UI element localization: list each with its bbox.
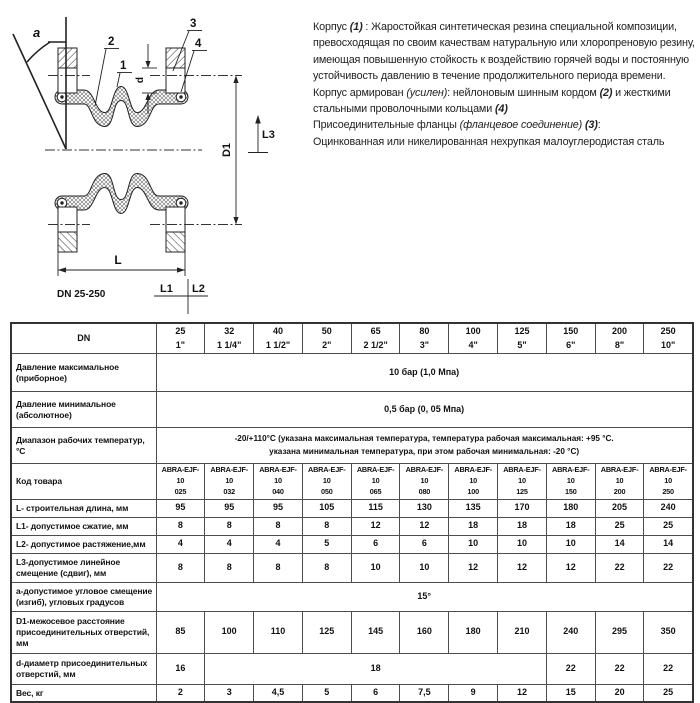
description-segment: Корпус армирован [313,86,407,99]
part3-label: 3 [190,18,197,30]
value-cell: ABRA-EJF-10 032 [205,464,254,500]
value-cell: 18 [205,653,547,684]
dn-header-cell: 250 10" [644,323,693,354]
description-segment: и жесткими стальными проволочными кольцами [313,86,671,116]
value-cell: 15° [156,582,693,611]
value-cell: 8 [156,553,205,582]
table-row [11,392,693,428]
value-cell: 295 [595,611,644,653]
value-cell: 10 [498,535,547,553]
value-cell: ABRA-EJF-10 200 [595,464,644,500]
value-cell: 110 [254,611,303,653]
table-row [11,653,693,684]
value-cell: 85 [156,611,205,653]
value-cell: 8 [205,553,254,582]
l-label: L [114,253,122,267]
row-label-cell: Вес, кг [11,684,156,702]
row-label-cell: Код товара [11,464,156,500]
value-cell: 10 [400,553,449,582]
description-segment: (4) [494,103,508,116]
dn-header-cell: 150 6" [546,323,595,354]
spec-table [10,322,694,703]
value-cell: 100 [205,611,254,653]
table-row [11,553,693,582]
description-segment: Корпус [313,21,350,33]
l-arrow-left [58,267,66,272]
description-segment: : Жаростойкая синтетическая резина специальной композиции, превосходящая по своим качествам натуральную или хлоропреновую резину, имеющая повышенную стойкость к воздействию горячей воды и постоянную устойчивость давлению в течение продолжительного периода времени. [313,21,695,83]
row-label-cell: L1- допустимое сжатие, мм [11,517,156,535]
row-label-cell: Диапазон рабочих температур, °С [11,428,156,464]
value-cell: 18 [498,517,547,535]
value-cell: 14 [595,535,644,553]
value-cell: 22 [595,553,644,582]
dn-corner-cell: DN [11,323,156,354]
table-row [11,611,693,653]
value-cell: ABRA-EJF-10 025 [156,464,205,500]
dn-header-cell: 100 4" [449,323,498,354]
value-cell: ABRA-EJF-10 065 [351,464,400,500]
value-cell: 10 [449,535,498,553]
description-segment: Присоединительные фланцы [313,119,460,132]
value-cell: 8 [254,517,303,535]
value-cell: 22 [595,653,644,684]
description-segment: : [597,119,601,132]
value-cell: 8 [302,553,351,582]
spec-table-container [10,322,694,703]
flange-left-hatch [58,48,77,68]
description-segment: : нейлоновым шинным кордом [447,86,600,99]
d1-dim-label: D1 [221,142,233,158]
value-cell: 135 [449,499,498,517]
flange-left-bolt-hole [58,68,77,93]
row-label-cell: L3-допустимое линейное смещение (сдвиг), мм [11,553,156,582]
table-row [11,428,693,464]
value-cell: 115 [351,499,400,517]
value-cell: 130 [400,499,449,517]
value-cell: 9 [449,684,498,702]
description-segment: (фланцевое соединение) [459,119,583,132]
value-cell: 12 [351,517,400,535]
description-segment: Оцинкованная или никелированная нехрупкая малоуглеродистая сталь [313,135,665,148]
l-arrow-right [177,267,185,272]
value-cell: 125 [302,611,351,653]
l1-label: L1 [160,283,173,295]
dn-range-label: DN 25-250 [57,289,106,300]
value-cell: 14 [644,535,693,553]
row-label-cell: L2- допустимое растяжение,мм [11,535,156,553]
dn-header-cell: 65 2 1/2" [351,323,400,354]
value-cell: ABRA-EJF-10 250 [644,464,693,500]
part1-leader [117,73,120,87]
value-cell: 180 [546,499,595,517]
value-cell: 205 [595,499,644,517]
value-cell: 15 [546,684,595,702]
value-cell: ABRA-EJF-10 150 [546,464,595,500]
value-cell: 5 [302,684,351,702]
d-dim-upper-arrow [145,61,150,68]
value-cell: 8 [254,553,303,582]
table-row [11,535,693,553]
value-cell: 25 [595,517,644,535]
table-row [11,499,693,517]
dn-header-cell: 25 1" [156,323,205,354]
angle-arc [27,42,50,62]
value-cell: 4 [156,535,205,553]
value-cell: 22 [546,653,595,684]
value-cell: 6 [400,535,449,553]
product-description [313,19,697,150]
value-cell: 3 [205,684,254,702]
part2-leader [95,49,106,106]
value-cell: 22 [644,553,693,582]
value-cell: 6 [351,684,400,702]
value-cell: 180 [449,611,498,653]
value-cell: 12 [546,553,595,582]
table-header-row [11,323,693,354]
table-row [11,354,693,392]
value-cell: 25 [644,517,693,535]
value-cell: 4 [205,535,254,553]
value-cell: 145 [351,611,400,653]
value-cell: 6 [351,535,400,553]
value-cell: 7,5 [400,684,449,702]
l3-arrow-head [255,115,261,124]
value-cell: 0,5 бар (0, 05 Мпа) [156,392,693,428]
value-cell: 170 [498,499,547,517]
value-cell: 8 [156,517,205,535]
value-cell: 160 [400,611,449,653]
joint-half [48,48,242,127]
wire-ring-left-dot [60,95,63,98]
value-cell: 4,5 [254,684,303,702]
value-cell: ABRA-EJF-10 050 [302,464,351,500]
value-cell: 18 [546,517,595,535]
dn-header-cell: 200 8" [595,323,644,354]
description-segment: (2) [599,86,613,99]
value-cell: 350 [644,611,693,653]
value-cell: 22 [644,653,693,684]
d-dim-label: d [135,76,146,84]
d1-arrow-top [233,76,238,84]
part2-label: 2 [108,36,115,48]
description-segment: (1) [349,21,363,33]
dn-header-cell: 80 3" [400,323,449,354]
table-row [11,517,693,535]
value-cell: 210 [498,611,547,653]
part4-label: 4 [195,38,202,50]
description-segment: (3) [584,119,598,132]
value-cell: 16 [156,653,205,684]
value-cell: 95 [156,499,205,517]
description-segment: (усилен) [406,86,448,99]
l2-label: L2 [192,283,205,295]
value-cell: 12 [449,553,498,582]
value-cell: ABRA-EJF-10 125 [498,464,547,500]
value-cell: 8 [302,517,351,535]
row-label-cell: а-допустимое угловое смещение (изгиб), угловых градусов [11,582,156,611]
part1-label: 1 [120,60,127,72]
table-row [11,582,693,611]
dn-header-cell: 40 1 1/2" [254,323,303,354]
value-cell: -20/+110°С (указана максимальная температура, температура рабочая максимальная: +95 °С. указана минимальная температура, при этом рабочая минимальная: -20 °С) [156,428,693,464]
dn-header-cell: 50 2" [302,323,351,354]
row-label-cell: Давление максимальное (приборное) [11,354,156,392]
value-cell: 240 [546,611,595,653]
row-label-cell: D1-межосевое расстояние присоединительных отверстий, мм [11,611,156,653]
value-cell: 95 [254,499,303,517]
wire-ring-right-dot [179,95,182,98]
spec-table-body [11,323,693,702]
value-cell: ABRA-EJF-10 100 [449,464,498,500]
expansion-joint-diagram [0,0,310,318]
angle-label: a [33,25,41,40]
value-cell: 12 [498,553,547,582]
l3-label: L3 [262,129,275,141]
value-cell: 95 [205,499,254,517]
dn-header-cell: 125 5" [498,323,547,354]
value-cell: 18 [449,517,498,535]
value-cell: 8 [205,517,254,535]
value-cell: 12 [498,684,547,702]
value-cell: ABRA-EJF-10 080 [400,464,449,500]
value-cell: 10 [351,553,400,582]
d1-arrow-bottom [233,217,238,225]
value-cell: 5 [302,535,351,553]
value-cell: ABRA-EJF-10 040 [254,464,303,500]
value-cell: 25 [644,684,693,702]
value-cell: 10 бар (1,0 Мпа) [156,354,693,392]
row-label-cell: L- строительная длина, мм [11,499,156,517]
value-cell: 240 [644,499,693,517]
row-label-cell: Давление минимальное (абсолютное) [11,392,156,428]
value-cell: 12 [400,517,449,535]
value-cell: 2 [156,684,205,702]
table-row [11,464,693,500]
row-label-cell: d-диаметр присоединительных отверстий, мм [11,653,156,684]
dn-header-cell: 32 1 1/4" [205,323,254,354]
value-cell: 20 [595,684,644,702]
value-cell: 10 [546,535,595,553]
value-cell: 105 [302,499,351,517]
value-cell: 4 [254,535,303,553]
